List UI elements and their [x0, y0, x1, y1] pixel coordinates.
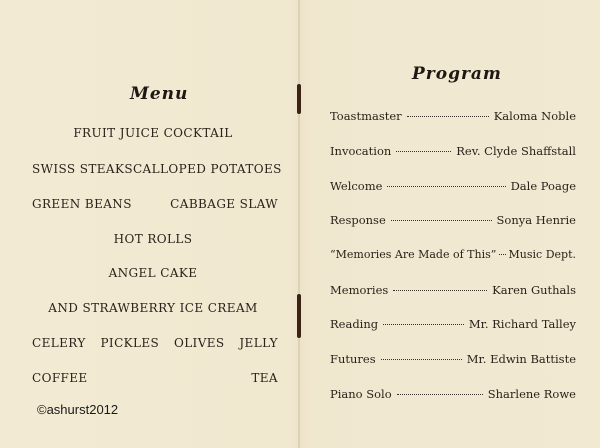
menu-line	[32, 197, 278, 211]
leader-dots	[393, 290, 487, 291]
leader-dots	[499, 254, 505, 255]
program-part: Futures	[330, 352, 376, 366]
program-row	[330, 213, 576, 227]
staple-top	[297, 84, 301, 114]
leader-dots	[396, 151, 451, 152]
menu-item: GREEN BEANS	[32, 197, 132, 211]
program-row	[330, 144, 576, 158]
menu-item: CABBAGE SLAW	[170, 197, 278, 211]
staple-bottom	[297, 294, 301, 338]
program-person: Karen Guthals	[492, 283, 576, 297]
program-heading: Program	[412, 64, 502, 84]
menu-item: SCALLOPED POTATOES	[124, 162, 282, 176]
menu-item: COFFEE	[32, 371, 88, 385]
menu-item: ANGEL CAKE	[108, 266, 198, 280]
program-row	[330, 109, 576, 123]
program-person: Kaloma Noble	[493, 109, 576, 123]
program-row	[330, 317, 576, 331]
leader-dots	[391, 220, 492, 221]
menu-line	[20, 301, 286, 315]
menu-item: AND STRAWBERRY ICE CREAM	[48, 301, 258, 315]
menu-line	[20, 126, 286, 140]
program-row	[330, 283, 576, 297]
menu-item: FRUIT JUICE COCKTAIL	[73, 126, 233, 140]
leader-dots	[383, 324, 464, 325]
program-part: Memories	[330, 283, 389, 297]
menu-item: JELLY	[239, 336, 278, 350]
program-person: Mr. Richard Talley	[468, 317, 576, 331]
menu-line	[32, 336, 278, 350]
menu-item: PICKLES	[100, 336, 160, 350]
program-person: Dale Poage	[510, 179, 576, 193]
menu-item: TEA	[251, 371, 278, 385]
program-person: Rev. Clyde Shaffstall	[456, 144, 576, 158]
program-person: Mr. Edwin Battiste	[466, 352, 576, 366]
leader-dots	[407, 116, 489, 117]
program-person: Sonya Henrie	[496, 213, 576, 227]
program-row	[330, 248, 576, 261]
program-person: Sharlene Rowe	[487, 387, 576, 401]
leader-dots	[387, 186, 505, 187]
leader-dots	[381, 359, 462, 360]
program-person: Music Dept.	[508, 248, 576, 261]
menu-item: OLIVES	[173, 336, 225, 350]
program-part: Response	[330, 213, 386, 227]
menu-heading: Menu	[130, 84, 189, 104]
menu-line	[32, 162, 282, 176]
leader-dots	[397, 394, 483, 395]
program-row	[330, 179, 576, 193]
menu-item: SWISS STEAK	[32, 162, 125, 176]
program-part: “Memories Are Made of This”	[330, 248, 497, 261]
menu-line	[20, 266, 286, 280]
program-row	[330, 387, 576, 401]
menu-item: HOT ROLLS	[113, 232, 193, 246]
program-part: Reading	[330, 317, 379, 331]
menu-line	[32, 371, 278, 385]
program-part: Welcome	[330, 179, 383, 193]
program-part: Piano Solo	[330, 387, 392, 401]
menu-item: CELERY	[32, 336, 86, 350]
program-part: Invocation	[330, 144, 392, 158]
program-part: Toastmaster	[330, 109, 402, 123]
copyright-credit: ©ashurst2012	[37, 402, 119, 417]
program-row	[330, 352, 576, 366]
menu-line	[20, 232, 286, 246]
center-fold	[298, 0, 300, 448]
